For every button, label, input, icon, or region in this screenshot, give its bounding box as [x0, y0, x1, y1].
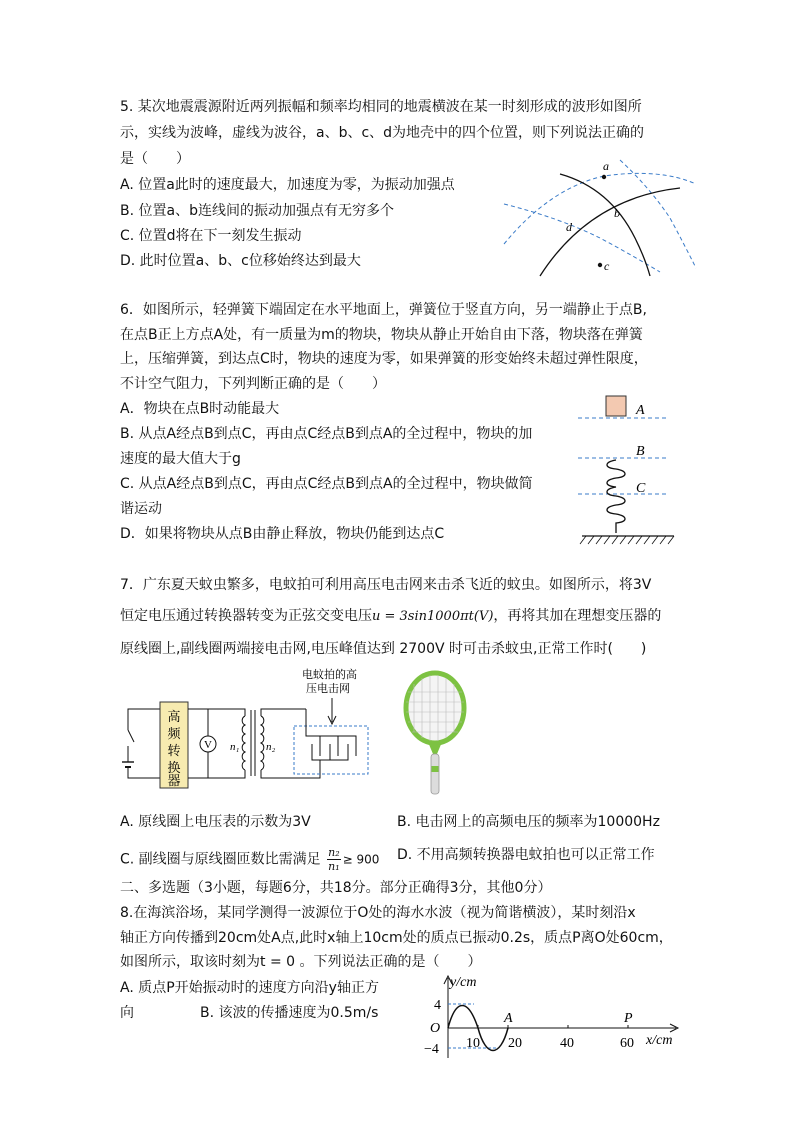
q7-ratio-numerator: n₂ — [328, 846, 340, 859]
q8-point-A-label: A — [504, 1011, 513, 1026]
q7-line-2-a: 恒定电压通过转换器转变为正弦交变电压 — [120, 608, 372, 624]
q7-converter-char-3: 转 — [167, 743, 181, 758]
q7-converter-char-5: 器 — [167, 773, 181, 788]
q8-tick-10: 10 — [466, 1036, 480, 1051]
q8-wave-graph — [420, 972, 690, 1062]
q5-label-d: d — [566, 220, 572, 234]
q7-mosquito-racket-image — [400, 670, 470, 800]
q7-converter-char-2: 频 — [167, 726, 181, 741]
q6-label-C: C — [636, 481, 646, 496]
q5-label-b: b — [614, 206, 620, 220]
q7-circuit-figure — [120, 666, 380, 796]
q7-option-d: D. 不用高频转换器电蚊拍也可以正常工作 — [397, 847, 655, 863]
q7-converter-char-1: 高 — [167, 709, 181, 724]
q5-line-2: 示，实线为波峰，虚线为波谷，a、b、c、d为地壳中的四个位置，则下列说法正确的 — [120, 125, 645, 141]
q7-net-label-1: 电蚊拍的高 — [302, 669, 357, 681]
q6-line-2: 在点B正上方点A处，有一质量为m的物块，物块从静止开始自由下落，物块落在弹簧 — [120, 327, 643, 343]
q8-option-b: B. 该波的传播速度为0.5m/s — [200, 1005, 379, 1021]
q7-line-2 — [120, 607, 661, 626]
q7-voltage-equation: u = 3sin1000πt(V) — [372, 609, 494, 624]
q7-ratio-denominator: n₁ — [328, 860, 340, 873]
q7-line-3: 原线圈上,副线圈两端接电击网,电压峰值达到 2700V 时可击杀蚊虫,正常工作时( ) — [120, 641, 647, 657]
q7-option-c-text: C. 副线圈与原线圈匝数比需满足 — [120, 851, 321, 868]
q7-ratio-relation: ≥ 900 — [342, 852, 380, 867]
q8-y-negative-label: −4 — [424, 1042, 439, 1057]
q8-line-2: 轴正方向传播到20cm处A点,此时x轴上10cm处的质点已振动0.2s，质点P离O处60cm， — [120, 930, 673, 946]
q6-line-4: 不计空气阻力，下列判断正确的是（ ） — [120, 376, 386, 392]
q8-line-1: 8.在海滨浴场，某同学测得一波源位于O处的海水水波（视为简谐横波），某时刻沿x — [120, 905, 636, 921]
q5-line-1: 5. 某次地震震源附近两列振幅和频率均相同的地震横波在某一时刻形成的波形如图所 — [120, 99, 642, 115]
q5-line-3: 是（ ） — [120, 151, 190, 167]
q8-tick-60: 60 — [620, 1036, 634, 1051]
q7-option-b: B. 电击网上的高频电压的频率为10000Hz — [397, 814, 660, 830]
q5-option-c: C. 位置d将在下一刻发生振动 — [120, 228, 302, 244]
q8-tick-40: 40 — [560, 1036, 574, 1051]
q8-tick-20: 20 — [508, 1036, 522, 1051]
q8-y-axis-label: y/cm — [450, 975, 477, 990]
q5-label-c: c — [604, 259, 610, 273]
q6-label-B: B — [636, 444, 645, 459]
q7-option-c — [120, 846, 379, 873]
q8-x-axis-label: x/cm — [646, 1033, 673, 1048]
q7-line-2-b: ，再将其加在理想变压器的 — [493, 608, 662, 624]
q5-wave-figure — [500, 158, 700, 278]
q6-option-b-2: 速度的最大值大于g — [120, 451, 241, 467]
section-2-header: 二、多选题（3小题，每题6分，共18分。部分正确得3分，其他0分） — [120, 880, 552, 896]
q7-ratio-fraction — [327, 846, 341, 873]
q5-label-a: a — [603, 159, 609, 173]
q7-line-1: 7．广东夏天蚊虫繁多，电蚊拍可利用高压电击网来击杀飞近的蚊虫。如图所示，将3V — [120, 577, 652, 593]
q5-option-a: A. 位置a此时的速度最大，加速度为零，为振动加强点 — [120, 177, 455, 193]
q8-option-a-2: 向 — [120, 1005, 134, 1021]
q5-option-b: B. 位置a、b连线间的振动加强点有无穷多个 — [120, 203, 394, 219]
q6-option-a: A．物块在点B时动能最大 — [120, 401, 280, 417]
q6-option-c-1: C. 从点A经点B到点C，再由点C经点B到点A的全过程中，物块做简 — [120, 476, 533, 492]
q6-line-3: 上，压缩弹簧，到达点C时，物块的速度为零，如果弹簧的形变始终未超过弹性限度， — [120, 351, 648, 367]
q8-line-3: 如图所示，取该时刻为t = 0 。下列说法正确的是（ ） — [120, 954, 482, 970]
q8-y-positive-label: 4 — [434, 998, 441, 1013]
q6-option-d: D．如果将物块从点B由静止释放，物块仍能到达点C — [120, 526, 445, 542]
q7-voltmeter-label: V — [204, 739, 212, 751]
q6-option-c-2: 谐运动 — [120, 501, 162, 517]
q6-line-1: 6．如图所示，轻弹簧下端固定在水平地面上，弹簧位于竖直方向，另一端静止于点B, — [120, 302, 647, 318]
q7-n1-label: n₁ — [230, 741, 240, 753]
q8-point-P-label: P — [624, 1011, 633, 1026]
q6-label-A: A — [636, 403, 645, 418]
q5-option-d: D. 此时位置a、b、c位移始终达到最大 — [120, 253, 361, 269]
q7-n2-label: n₂ — [266, 741, 276, 753]
q6-spring-figure — [578, 392, 688, 548]
q8-option-a-1: A. 质点P开始振动时的速度方向沿y轴正方 — [120, 980, 379, 996]
q7-converter-char-4: 换 — [167, 760, 181, 775]
q7-option-a: A. 原线圈上电压表的示数为3V — [120, 814, 311, 830]
q7-net-label-2: 压电击网 — [306, 683, 350, 695]
q6-option-b-1: B. 从点A经点B到点C，再由点C经点B到点A的全过程中，物块的加 — [120, 426, 533, 442]
q8-origin-label: O — [430, 1021, 441, 1036]
